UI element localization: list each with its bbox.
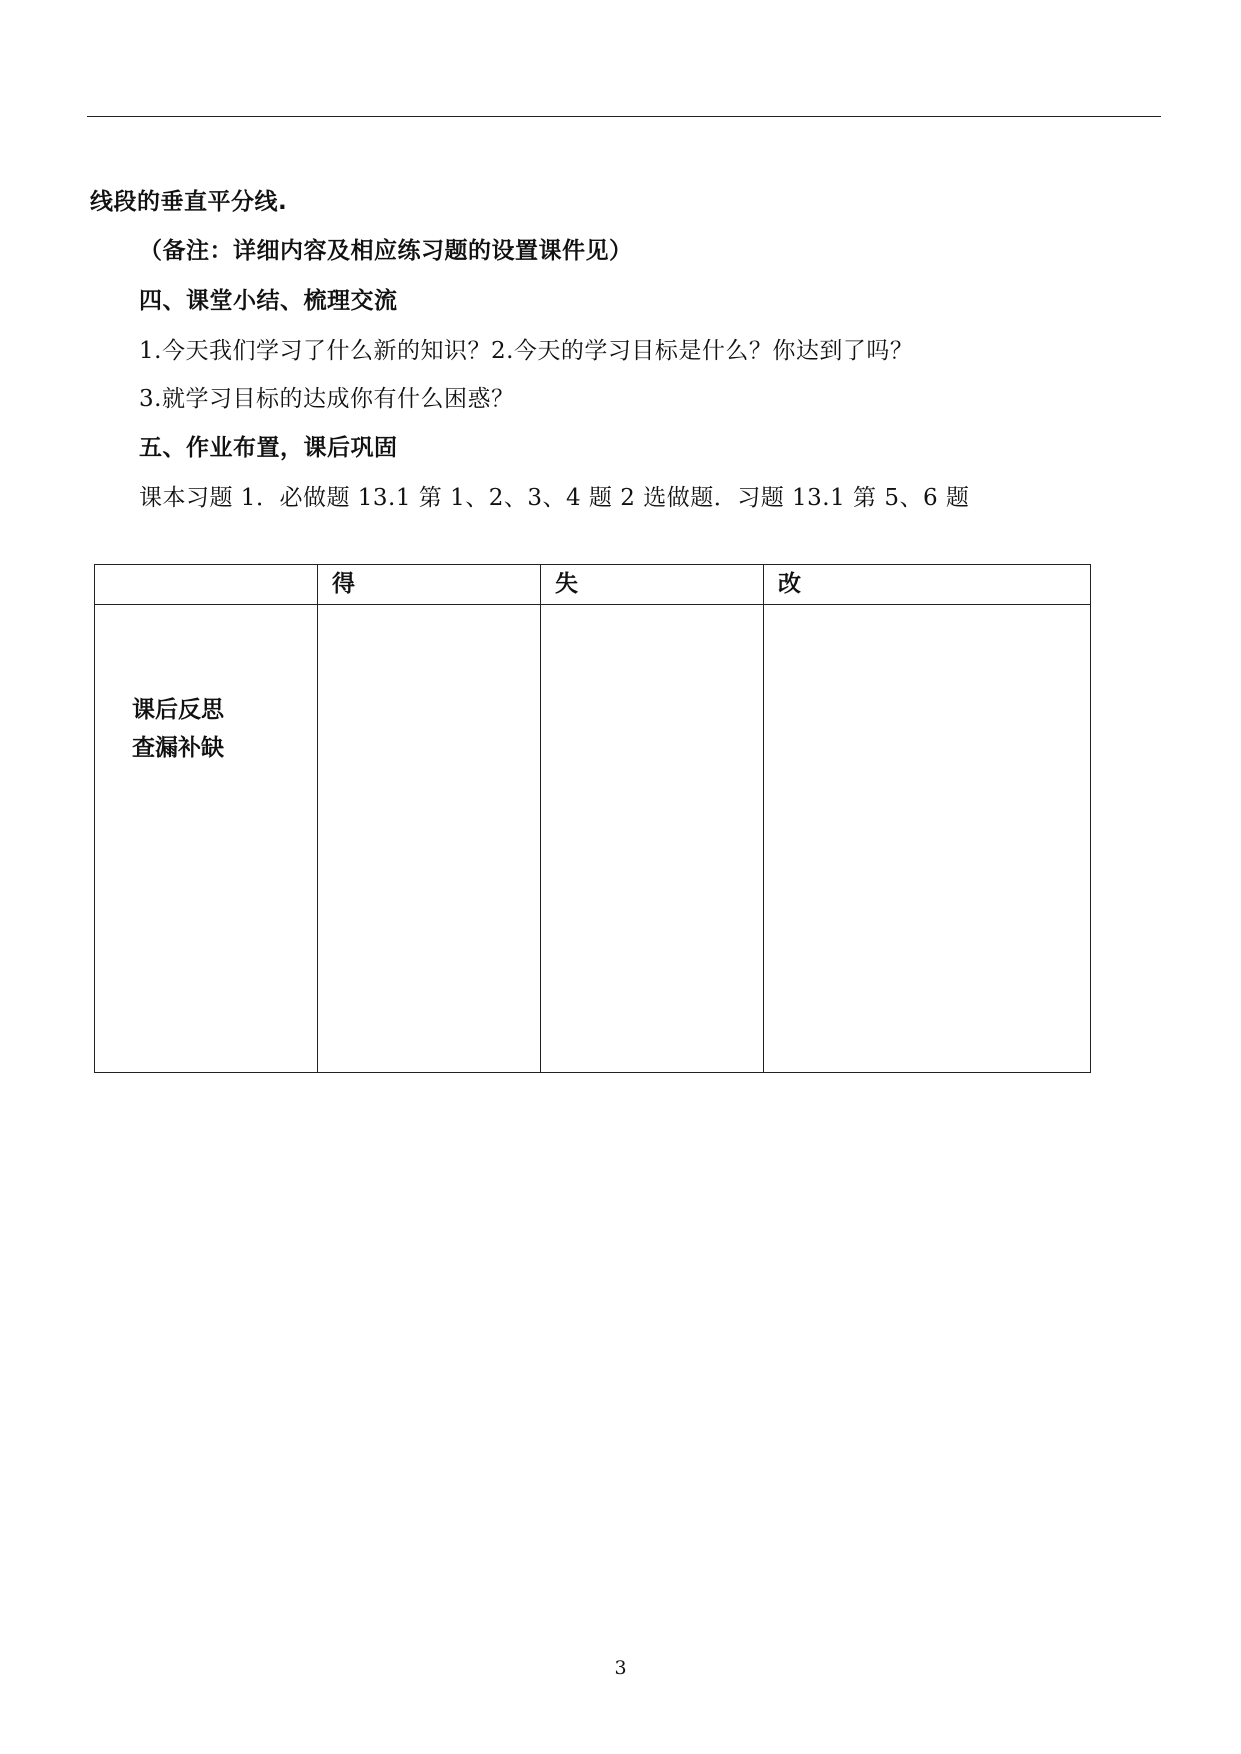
row-label-line-1: 课后反思 bbox=[132, 697, 224, 723]
page-number: 3 bbox=[614, 1657, 627, 1679]
reflection-table bbox=[94, 564, 1091, 1073]
text-line-segment-bisector: 线段的垂直平分线. bbox=[90, 189, 288, 215]
section-heading-summary: 四、课堂小结、梳理交流 bbox=[139, 288, 398, 314]
row-label-line-2: 查漏补缺 bbox=[132, 735, 224, 761]
homework-assignment: 课本习题 1．必做题 13.1 第 1、2、3、4 题 2 选做题．习题 13.1 第 5、6 题 bbox=[139, 485, 970, 511]
remark-note: （备注：详细内容及相应练习题的设置课件见） bbox=[139, 238, 633, 264]
section-heading-homework: 五、作业布置，课后巩固 bbox=[139, 435, 398, 461]
table-body-row bbox=[95, 605, 1091, 1073]
header-cell-gain: 得 bbox=[318, 565, 541, 605]
row-label bbox=[132, 691, 224, 767]
improve-cell bbox=[764, 605, 1091, 1073]
row-label-cell bbox=[95, 605, 318, 1073]
header-cell-empty bbox=[95, 565, 318, 605]
header-cell-loss: 失 bbox=[541, 565, 764, 605]
header-rule bbox=[87, 116, 1161, 117]
table-header-row bbox=[95, 565, 1091, 605]
header-cell-improve: 改 bbox=[764, 565, 1091, 605]
loss-cell bbox=[541, 605, 764, 1073]
summary-questions-1-2: 1.今天我们学习了什么新的知识？2.今天的学习目标是什么？你达到了吗？ bbox=[139, 338, 914, 364]
gain-cell bbox=[318, 605, 541, 1073]
summary-question-3: 3.就学习目标的达成你有什么困惑？ bbox=[139, 386, 515, 412]
